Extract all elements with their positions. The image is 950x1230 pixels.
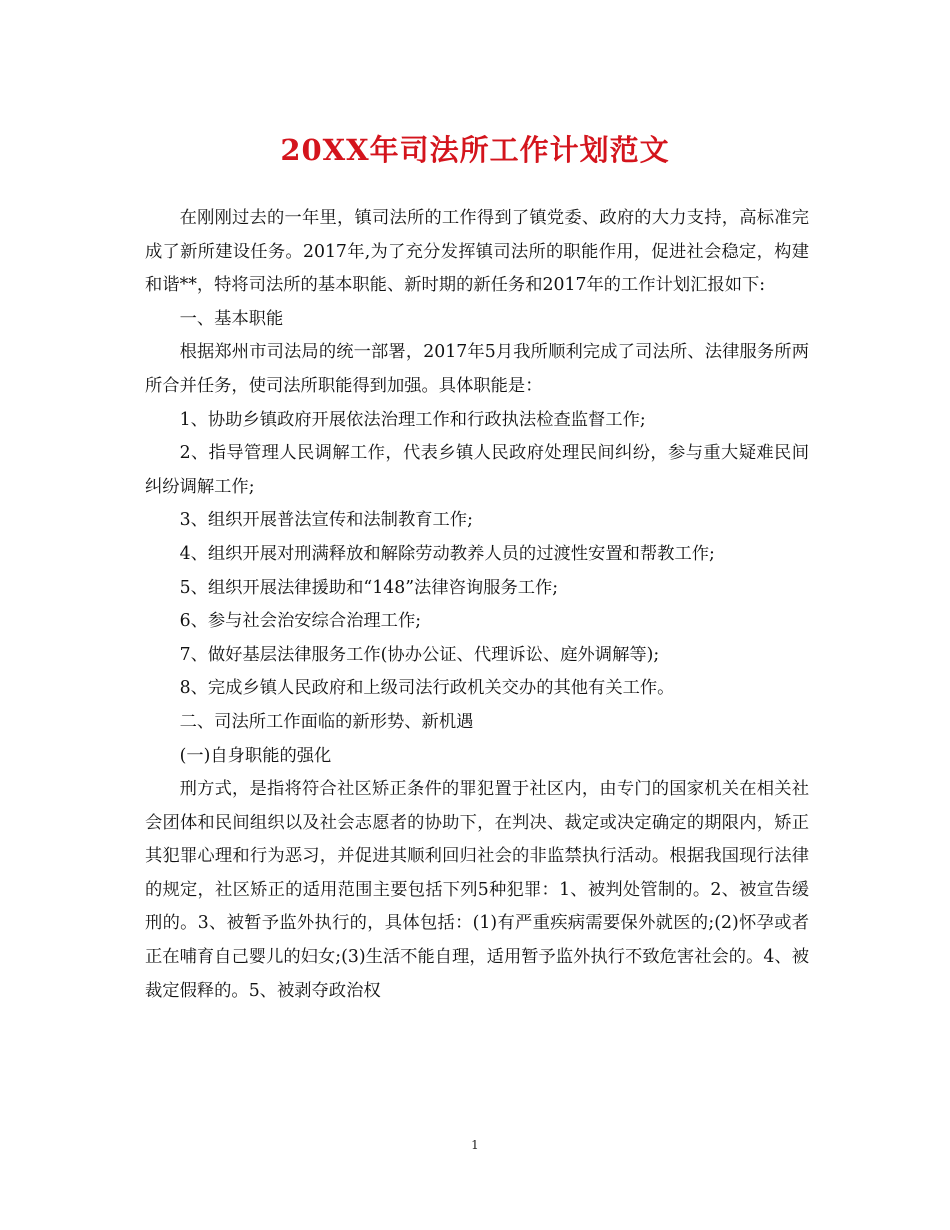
document-body xyxy=(145,202,809,1008)
paragraph: 根据郑州市司法局的统一部署，2017年5月我所顺利完成了司法所、法律服务所两所合并任务，使司法所职能得到加强。具体职能是： xyxy=(145,342,809,396)
paragraph: 刑方式，是指将符合社区矫正条件的罪犯置于社区内，由专门的国家机关在相关社会团体和民间组织以及社会志愿者的协助下，在判决、裁定或决定确定的期限内，矫正其犯罪心理和行为恶习，并促进其顺利回归社会的非监禁执行活动。根据我国现行法律的规定，社区矫正的适用范围主要包括下列5种犯罪：1、被判处管制的。2、被宣告缓刑的。3、被暂予监外执行的，具体包括：(1)有严重疾病需要保外就医的;(2)怀孕或者正在哺育自己婴儿的妇女;(3)生活不能自理，适用暂予监外执行不致危害社会的。4、被裁定假释的。5、被剥夺政治权 xyxy=(145,779,809,1001)
list-item: 5、组织开展法律援助和“148”法律咨询服务工作; xyxy=(179,577,559,598)
subsection-heading: (一)自身职能的强化 xyxy=(179,745,332,766)
list-item: 1、协助乡镇政府开展依法治理工作和行政执法检查监督工作; xyxy=(179,409,646,430)
list-item: 4、组织开展对刑满释放和解除劳动教养人员的过渡性安置和帮教工作; xyxy=(179,543,715,564)
section-heading: 一、基本职能 xyxy=(179,308,284,329)
list-item: 6、参与社会治安综合治理工作; xyxy=(179,611,422,632)
list-item: 3、组织开展普法宣传和法制教育工作; xyxy=(179,510,473,531)
page-number: 1 xyxy=(471,1138,479,1152)
list-item: 7、做好基层法律服务工作(协办公证、代理诉讼、庭外调解等); xyxy=(179,644,660,665)
list-item: 2、指导管理人民调解工作，代表乡镇人民政府处理民间纠纷，参与重大疑难民间纠纷调解工作; xyxy=(145,443,809,497)
document-title: 20XX年司法所工作计划范文 xyxy=(280,133,670,167)
paragraph: 在刚刚过去的一年里，镇司法所的工作得到了镇党委、政府的大力支持，高标准完成了新所建设任务。2017年,为了充分发挥镇司法所的职能作用，促进社会稳定，构建和谐**，特将司法所的基本职能、新时期的新任务和2017年的工作计划汇报如下: xyxy=(145,208,809,296)
section-heading: 二、司法所工作面临的新形势、新机遇 xyxy=(179,711,474,732)
list-item: 8、完成乡镇人民政府和上级司法行政机关交办的其他有关工作。 xyxy=(179,678,675,699)
